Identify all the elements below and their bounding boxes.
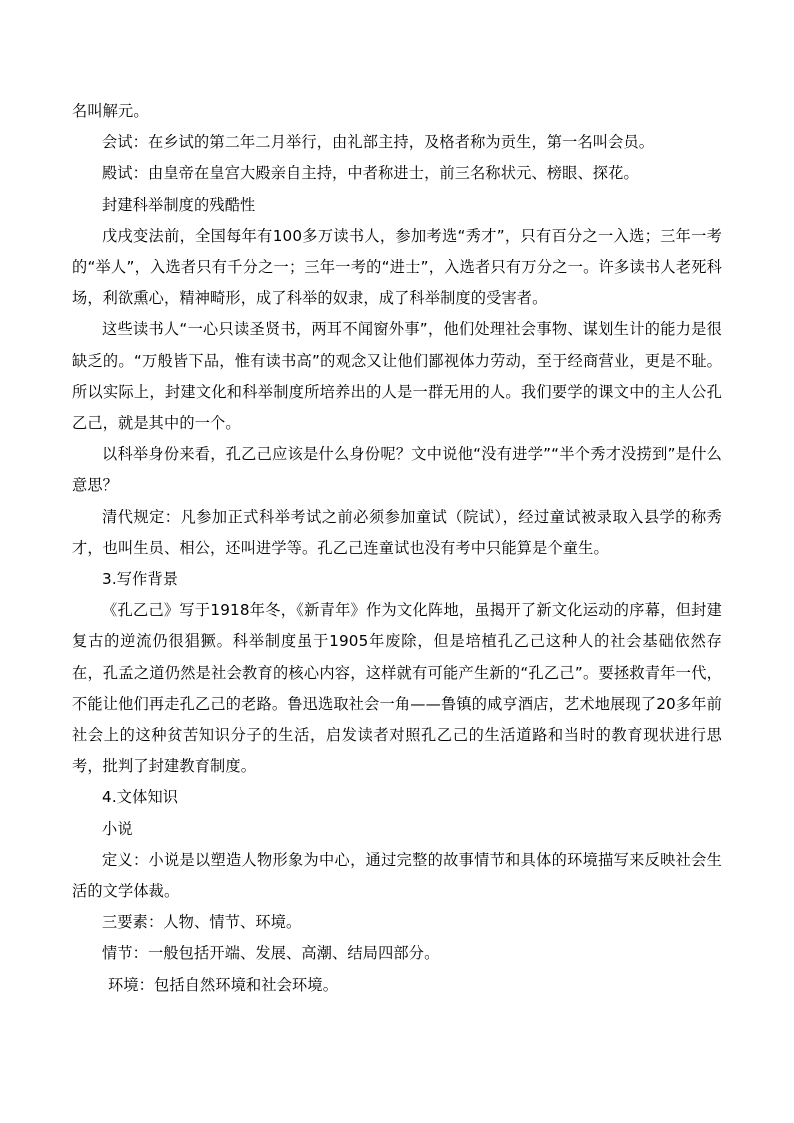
paragraph-dianshi: 殿试：由皇帝在皇宫大殿亲自主持，中者称进士，前三名称状元、榜眼、探花。 <box>102 164 639 183</box>
paragraph-scholars: 这些读书人“一心只读圣贤书，两耳不闻窗外事”，他们处理社会事物、谋划生计的能力是很缺乏的。“万般皆下品，惟有读书高”的观念又让他们鄙视体力劳动，至于经商营业，更是不耻。所以实际上，封建文化和科举制度所培养出的人是一群无用的人。我们要学的课文中的主人公孔乙己，就是其中的一个。 <box>72 320 722 433</box>
paragraph-environment: 环境：包括自然环境和社会环境。 <box>108 975 339 994</box>
paragraph-huishi: 会试：在乡试的第二年二月举行，由礼部主持，及格者称为贡生，第一名叫会员。 <box>102 133 655 152</box>
paragraph-wuxu-reform: 戊戌变法前，全国每年有100多万读书人，参加考选“秀才”，只有百分之一入选；三年一考的“举人”，入选者只有千分之一；三年一考的“进士”，入选者只有万分之一。许多读书人老死科场，利欲熏心，精神畸形，成了科举的奴隶，成了科举制度的受害者。 <box>72 226 722 308</box>
paragraph-question-identity: 以科举身份来看，孔乙己应该是什么身份呢？文中说他“没有进学”“半个秀才没捞到”是什么意思？ <box>72 445 722 495</box>
paragraph-definition: 定义：小说是以塑造人物形象为中心，通过完整的故事情节和具体的环境描写来反映社会生活的文学体裁。 <box>72 850 722 901</box>
paragraph-three-elements: 三要素：人物、情节、环境。 <box>102 913 302 932</box>
subheading-novel: 小说 <box>102 819 133 838</box>
paragraph-jieyuan: 名叫解元。 <box>72 102 149 120</box>
section-heading-genre: 4.文体知识 <box>102 788 179 807</box>
document-body <box>72 96 722 1001</box>
paragraph-writing-background: 《孔乙己》写于1918年冬，《新青年》作为文化阵地，虽揭开了新文化运动的序幕，但封建复古的逆流仍很猖獗。科举制度虽于1905年废除，但是培植孔乙己这种人的社会基础依然存在，孔孟之道仍然是社会教育的核心内容，这样就有可能产生新的“孔乙己”。要拯救青年一代，不能让他们再走孔乙己的老路。鲁迅选取社会一角——鲁镇的咸亨酒店，艺术地展现了20多年前社会上的这种贫苦知识分子的生活，启发读者对照孔乙己的生活道路和当时的教育现状进行思考，批判了封建教育制度。 <box>72 601 722 776</box>
paragraph-plot: 情节：一般包括开端、发展、高潮、结局四部分。 <box>102 944 440 963</box>
paragraph-qing-rules: 清代规定：凡参加正式科举考试之前必须参加童试（院试），经过童试被录取入县学的称秀才，也叫生员、相公，还叫进学等。孔乙己连童试也没有考中只能算是个童生。 <box>72 507 722 557</box>
section-heading-cruelty: 封建科举制度的残酷性 <box>102 195 256 214</box>
section-heading-background: 3.写作背景 <box>102 570 179 589</box>
